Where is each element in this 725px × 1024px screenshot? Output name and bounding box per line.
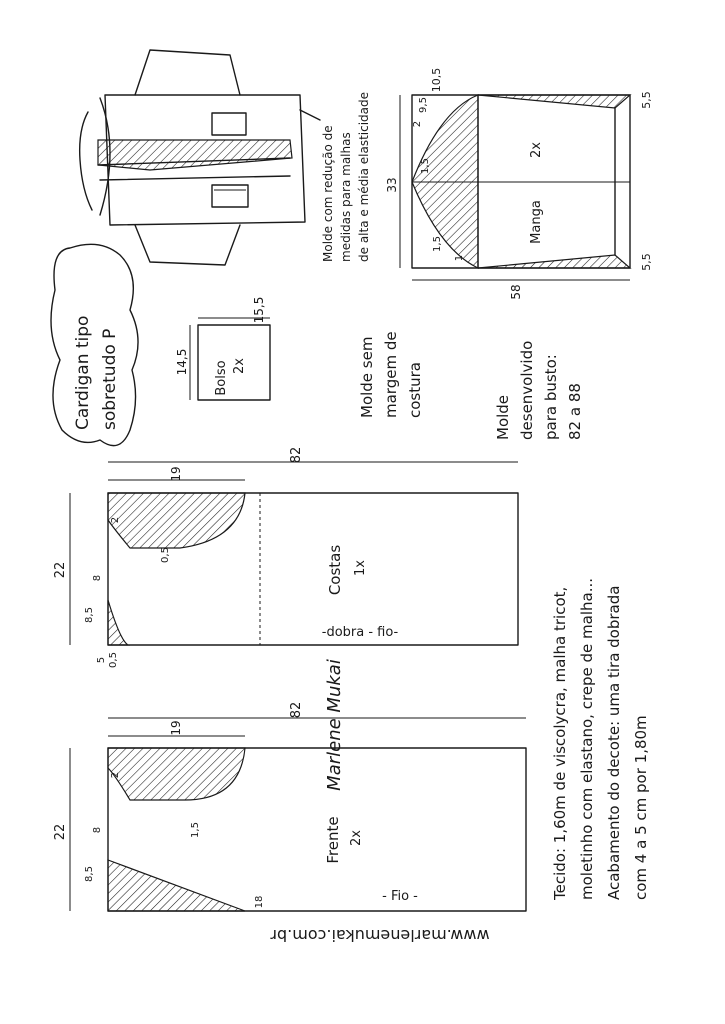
costas-m8-5: 8,5 — [84, 607, 95, 623]
svg-text:82 a 88: 82 a 88 — [566, 383, 584, 440]
frente-grain: - Fio - — [382, 889, 418, 904]
costas-m8: 8 — [92, 574, 103, 582]
frente-m18: 18 — [254, 895, 265, 909]
fabric-line-3: Acabamento do decote: uma tira dobrada — [605, 585, 623, 900]
svg-text:de alta e média elasticidade: de alta e média elasticidade — [357, 91, 371, 262]
manga-count: 2x — [529, 142, 544, 158]
frente-m1-5: 1,5 — [190, 822, 201, 838]
note-sem-margem — [358, 331, 424, 418]
costas-m0-5: 0,5 — [160, 547, 171, 563]
manga-m10-5: 10,5 — [430, 67, 443, 93]
frente-piece — [53, 702, 526, 911]
svg-text:para busto:: para busto: — [542, 354, 560, 440]
manga-m58: 58 — [509, 284, 523, 300]
bolso-width: 14,5 — [175, 348, 189, 376]
frente-m82: 82 — [289, 701, 304, 719]
signature: Marlene Mukai — [324, 659, 345, 791]
svg-text:margem de: margem de — [382, 331, 400, 418]
fabric-notes — [551, 578, 650, 901]
title-line-1: Cardigan tipo — [73, 315, 93, 430]
manga-m9-5: 9,5 — [418, 97, 429, 113]
costas-fold: -dobra - fio- — [321, 625, 399, 640]
manga-m33: 33 — [385, 177, 399, 193]
bolso-piece — [175, 297, 270, 400]
frente-count: 2x — [349, 830, 364, 846]
svg-text:costura: costura — [406, 362, 424, 418]
manga-m5-5b: 5,5 — [640, 253, 653, 271]
title-cloud — [51, 244, 138, 445]
costas-m0-5b: 0,5 — [108, 652, 119, 668]
title-line-2: sobretudo P — [100, 328, 120, 430]
bolso-height: 15,5 — [252, 296, 266, 324]
frente-m8-5: 8,5 — [84, 866, 95, 882]
manga-m1-5a: 1,5 — [432, 236, 443, 252]
website-url: www.marlenemukai.com.br — [270, 926, 490, 945]
manga-m1: 1 — [454, 254, 465, 262]
fabric-line-2: moletinho com elastano, crepe de malha... — [578, 577, 596, 900]
manga-m2: 2 — [412, 120, 423, 128]
frente-m8: 8 — [92, 826, 103, 834]
frente-m22: 22 — [53, 823, 68, 841]
note-reducao — [321, 92, 371, 262]
manga-name: Manga — [529, 200, 544, 244]
fabric-line-1: Tecido: 1,60m de viscolycra, malha tricot, — [551, 586, 569, 900]
note-desenvolvido — [494, 341, 584, 440]
frente-m2: 2 — [110, 771, 121, 779]
costas-m2: 2 — [110, 516, 121, 524]
costas-piece — [53, 447, 518, 668]
manga-m1-5b: 1,5 — [420, 158, 431, 174]
cardigan-sketch — [80, 50, 320, 265]
svg-text:desenvolvido: desenvolvido — [518, 340, 536, 440]
costas-count: 1x — [353, 560, 368, 576]
bolso-name: Bolso — [214, 360, 229, 396]
costas-m5: 5 — [96, 656, 107, 664]
manga-m5-5a: 5,5 — [640, 91, 653, 109]
bolso-count: 2x — [232, 358, 247, 374]
fabric-line-4: com 4 a 5 cm por 1,80m — [632, 715, 650, 900]
svg-text:Molde com redução de: Molde com redução de — [321, 125, 335, 262]
costas-name: Costas — [326, 544, 344, 596]
svg-text:Molde: Molde — [494, 394, 512, 440]
frente-m19: 19 — [169, 720, 183, 736]
frente-name: Frente — [324, 816, 342, 864]
svg-text:medidas para malhas: medidas para malhas — [339, 132, 353, 262]
svg-text:Molde sem: Molde sem — [358, 336, 376, 418]
costas-m82: 82 — [289, 446, 304, 464]
costas-m19: 19 — [169, 466, 183, 482]
manga-piece — [385, 68, 653, 300]
costas-m22: 22 — [53, 561, 68, 579]
